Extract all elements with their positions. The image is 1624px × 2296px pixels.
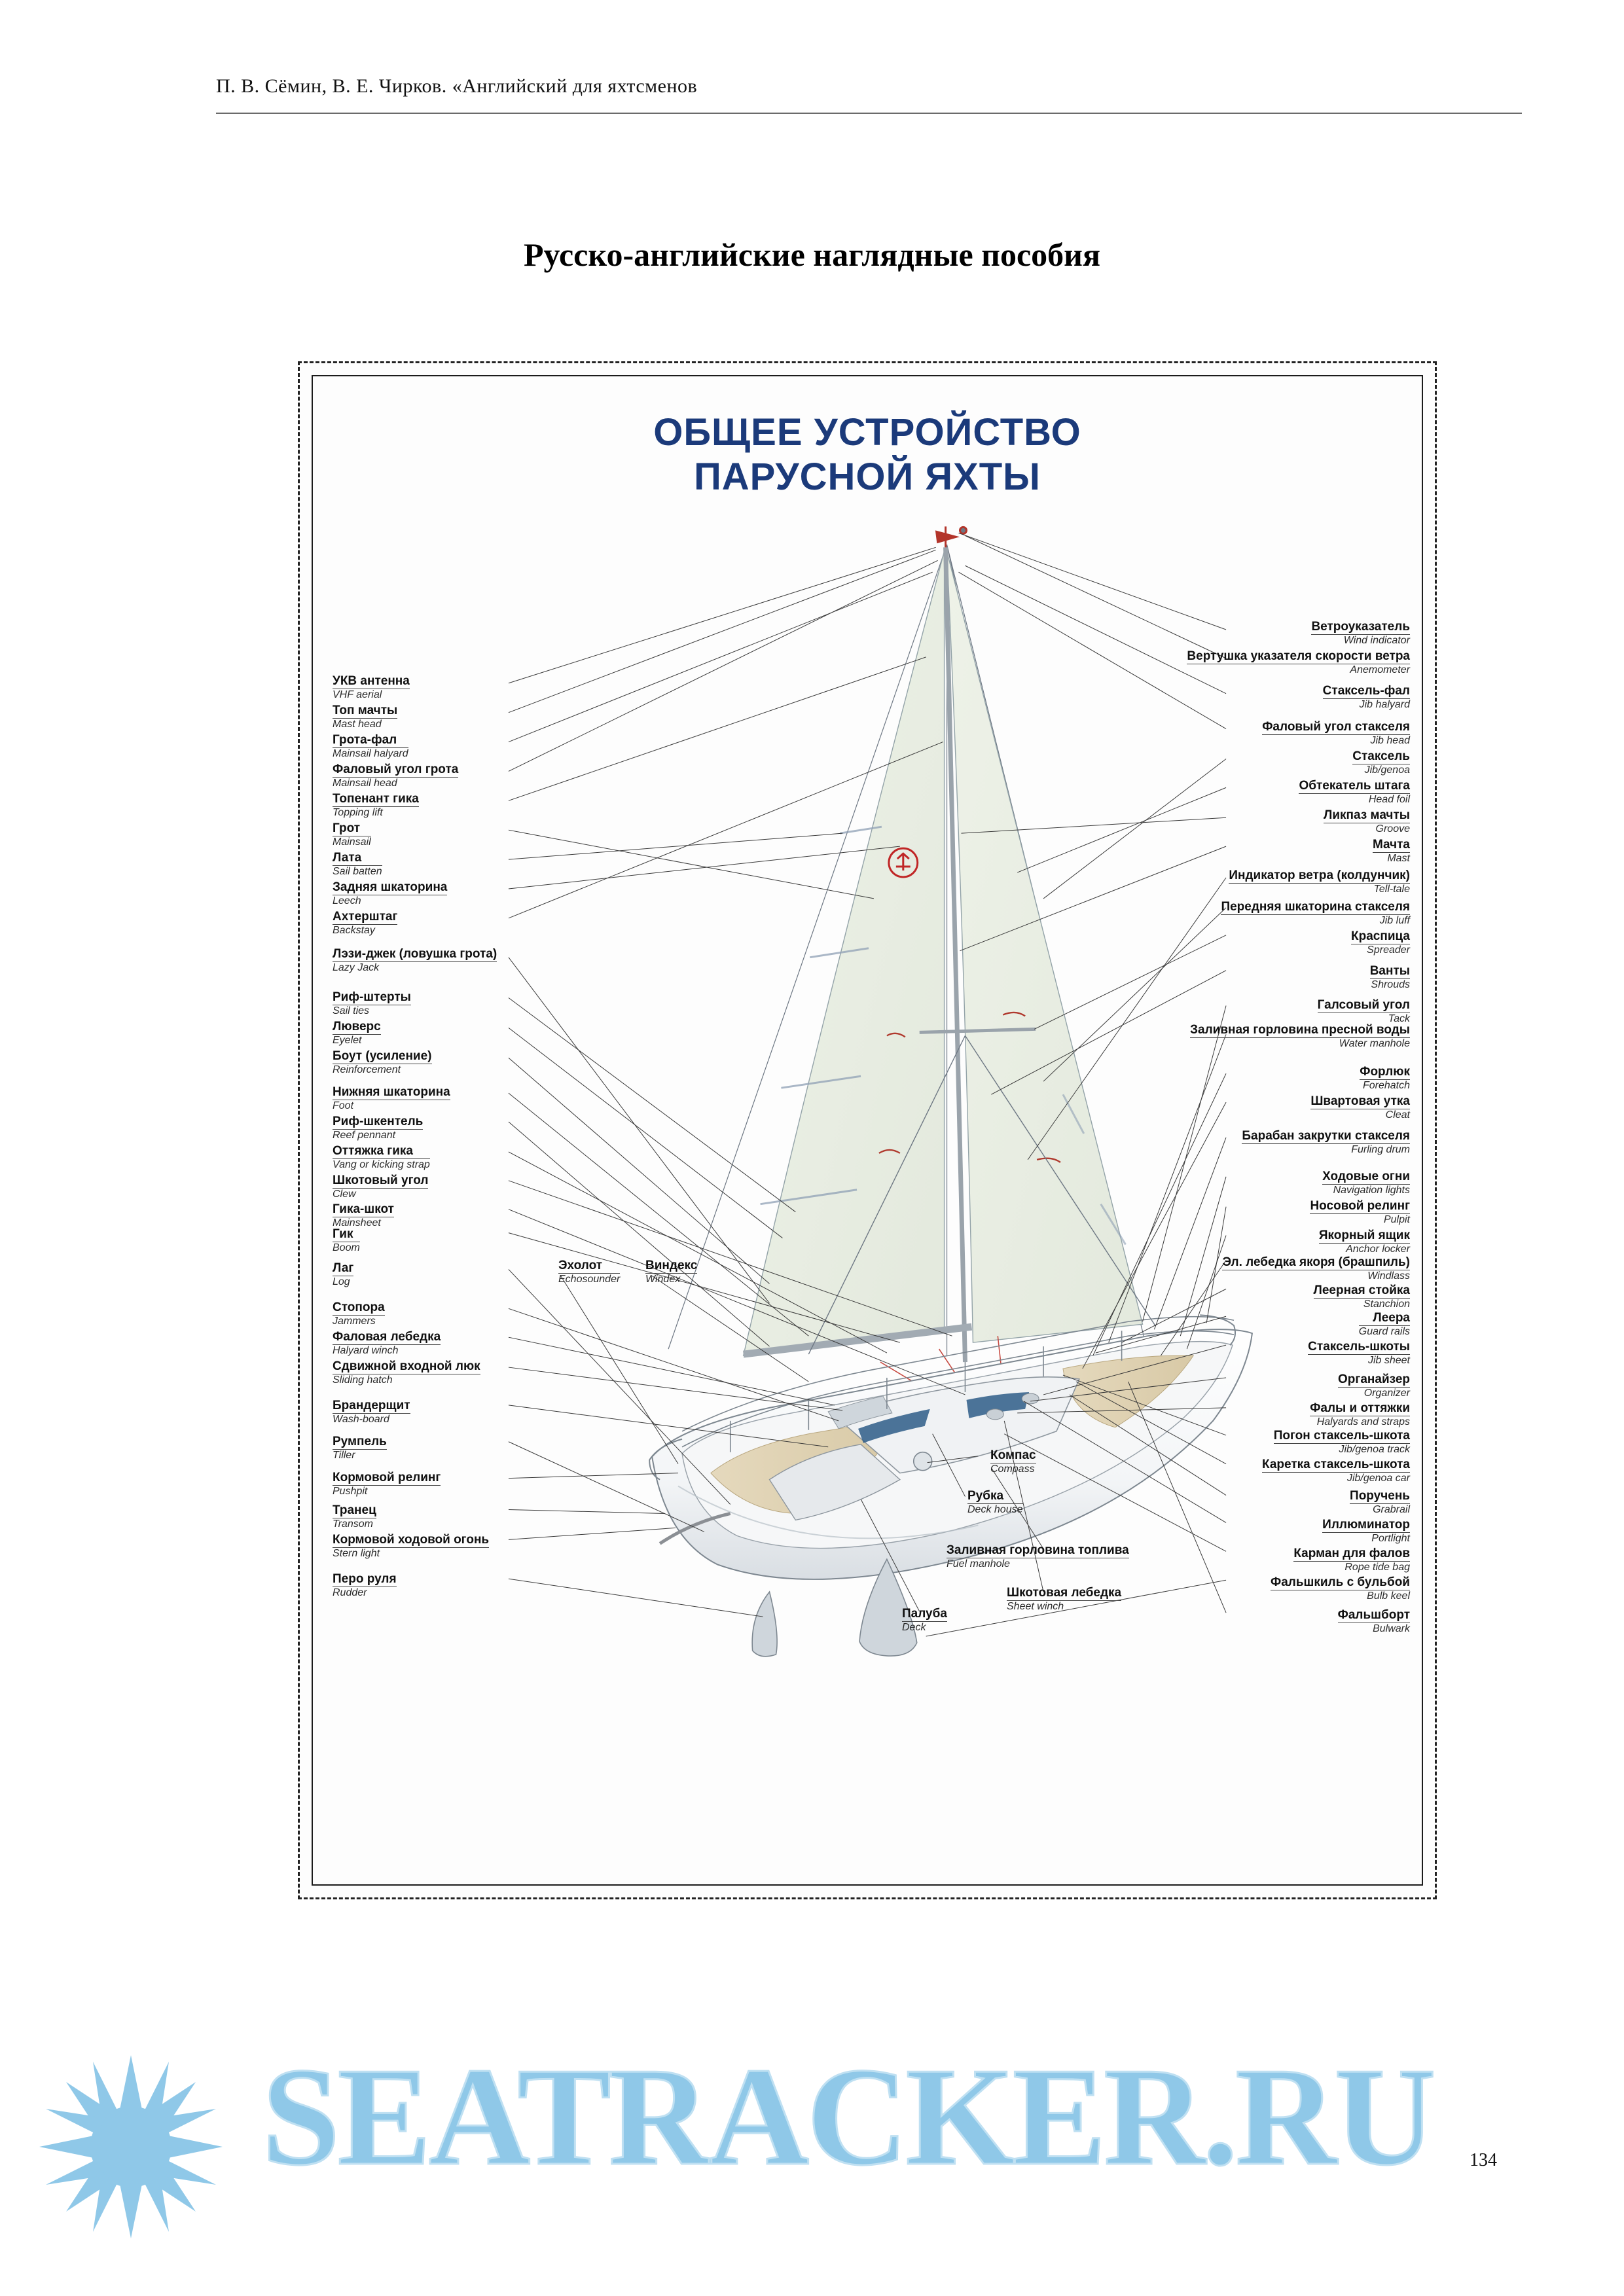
callout-groove: Ликпаз мачты Groove (1324, 808, 1410, 835)
callout-jib-head: Фаловый угол стакселя Jib head (1262, 720, 1410, 747)
callout-sheet-winch: Шкотовая лебедка Sheet winch (1007, 1586, 1122, 1613)
callout-portlight: Иллюминатор Portlight (1322, 1518, 1410, 1545)
running-head: П. В. Сёмин, В. Е. Чирков. «Английский для яхтсменов (216, 75, 698, 97)
callout-sliding-hatch: Сдвижной входной люк Sliding hatch (333, 1359, 480, 1386)
callout-jib-genoa-car: Каретка стаксель-шкота Jib/genoa car (1262, 1458, 1410, 1484)
callout-jib-genoa-track: Погон стаксель-шкота Jib/genoa track (1273, 1429, 1410, 1456)
callout-boom: Гик Boom (333, 1227, 360, 1254)
callout-pulpit: Носовой релинг Pulpit (1310, 1199, 1410, 1226)
callout-reinforcement: Боут (усиление) Reinforcement (333, 1049, 432, 1076)
poster-frame (298, 361, 1437, 1899)
callout-tiller: Румпель Tiller (333, 1435, 387, 1462)
callout-echosounder: Эхолот Echosounder (558, 1259, 621, 1285)
seatracker-watermark (13, 2022, 1610, 2278)
callout-bulb-keel: Фальшкиль с бульбой Bulb keel (1270, 1575, 1410, 1602)
callout-stern-light: Кормовой ходовой огонь Stern light (333, 1533, 490, 1560)
callout-vang: Оттяжка гика Vang or kicking strap (333, 1144, 430, 1171)
page-number: 134 (1470, 2150, 1497, 2170)
callout-jib-luff: Передняя шкаторина стакселя Jib luff (1221, 900, 1410, 927)
callout-mast-head: Топ мачты Mast head (333, 704, 398, 730)
callout-vhf-aerial: УКВ антенна VHF aerial (333, 674, 410, 701)
callout-sail-batten: Лата Sail batten (333, 851, 382, 878)
callout-halyards-and-straps: Фалы и оттяжки Halyards and straps (1310, 1401, 1410, 1428)
callout-guard-rails: Леера Guard rails (1358, 1311, 1410, 1338)
callout-reef-pennant: Риф-шкентель Reef pennant (333, 1115, 424, 1141)
callout-rudder: Перо руля Rudder (333, 1572, 397, 1599)
callout-wash-board: Брандерщит Wash-board (333, 1399, 410, 1426)
callout-deck-house: Рубка Deck house (967, 1489, 1023, 1516)
callout-leech: Задняя шкаторина Leech (333, 880, 448, 907)
callout-water-manhole: Заливная горловина пресной воды Water manhole (1190, 1023, 1410, 1050)
callout-foot: Нижняя шкаторина Foot (333, 1085, 450, 1112)
callout-jib-genoa: Стаксель Jib/genoa (1352, 749, 1410, 776)
poster-title-line2: ПАРУСНОЙ ЯХТЫ (694, 456, 1041, 499)
callout-compass: Компас Compass (990, 1448, 1036, 1475)
callout-anchor-locker: Якорный ящик Anchor locker (1318, 1229, 1410, 1255)
callout-mainsheet: Гика-шкот Mainsheet (333, 1202, 394, 1229)
callout-bulwark: Фальшборт Bulwark (1337, 1608, 1410, 1635)
callout-head-foil: Обтекатель штага Head foil (1299, 779, 1410, 806)
poster-inner (312, 375, 1423, 1886)
callout-tell-tale: Индикатор ветра (колдунчик) Tell-tale (1229, 869, 1410, 895)
callout-mainsail: Грот Mainsail (333, 821, 371, 848)
page-title: Русско-английские наглядные пособия (523, 236, 1101, 273)
callout-deck: Палуба Deck (902, 1607, 947, 1634)
callout-stanchion: Леерная стойка Stanchion (1313, 1283, 1410, 1310)
callout-eyelet: Люверс Eyelet (333, 1020, 381, 1047)
callout-mainsail-halyard: Грота-фал Mainsail halyard (333, 733, 408, 760)
callout-topping-lift: Топенант гика Topping lift (333, 792, 419, 819)
watermark-text: SEATRACKER.RU (262, 2038, 1434, 2195)
callout-jammers: Стопора Jammers (333, 1300, 385, 1327)
callout-pushpit: Кормовой релинг Pushpit (333, 1471, 441, 1498)
callout-tack: Галсовый угол Tack (1317, 998, 1410, 1025)
callout-mainsail-head: Фаловый угол грота Mainsail head (333, 762, 459, 789)
callout-grabrail: Поручень Grabrail (1350, 1489, 1410, 1516)
poster-title-line1: ОБЩЕЕ УСТРОЙСТВО (653, 411, 1081, 454)
callout-navigation-lights: Ходовые огни Navigation lights (1322, 1170, 1410, 1196)
callout-spreader: Краспица Spreader (1351, 929, 1410, 956)
header-divider (216, 113, 1522, 114)
callout-cleat: Швартовая утка Cleat (1310, 1094, 1410, 1121)
callout-forehatch: Форлюк Forehatch (1360, 1065, 1410, 1092)
callout-shrouds: Ванты Shrouds (1369, 964, 1410, 991)
callout-halyard-winch: Фаловая лебедка Halyard winch (333, 1330, 441, 1357)
callout-organizer: Органайзер Organizer (1338, 1372, 1410, 1399)
callout-clew: Шкотовый угол Clew (333, 1174, 429, 1200)
callout-furling-drum: Барабан закрутки стакселя Furling drum (1242, 1129, 1410, 1156)
callout-windlass: Эл. лебедка якоря (брашпиль) Windlass (1222, 1255, 1410, 1282)
callout-lazy-jack: Лэзи-джек (ловушка грота) Lazy Jack (333, 947, 497, 974)
callout-anemometer: Вертушка указателя скорости ветра Anemometer (1187, 649, 1410, 676)
callout-fuel-manhole: Заливная горловина топлива Fuel manhole (947, 1543, 1129, 1570)
callout-log: Лаг Log (333, 1261, 354, 1288)
callout-jib-halyard: Стаксель-фал Jib halyard (1322, 684, 1410, 711)
sun-icon (13, 2022, 249, 2265)
callout-sail-ties: Риф-штерты Sail ties (333, 990, 411, 1017)
callout-windex: Виндекс Windex (645, 1259, 698, 1285)
callout-rope-tide-bag: Карман для фалов Rope tide bag (1293, 1547, 1410, 1573)
callout-backstay: Ахтерштаг Backstay (333, 910, 398, 937)
callout-wind-indicator: Ветроуказатель Wind indicator (1311, 620, 1410, 647)
callout-jib-sheet: Стаксель-шкоты Jib sheet (1308, 1340, 1410, 1367)
callout-transom: Транец Transom (333, 1503, 376, 1530)
callout-mast: Мачта Mast (1372, 838, 1410, 865)
